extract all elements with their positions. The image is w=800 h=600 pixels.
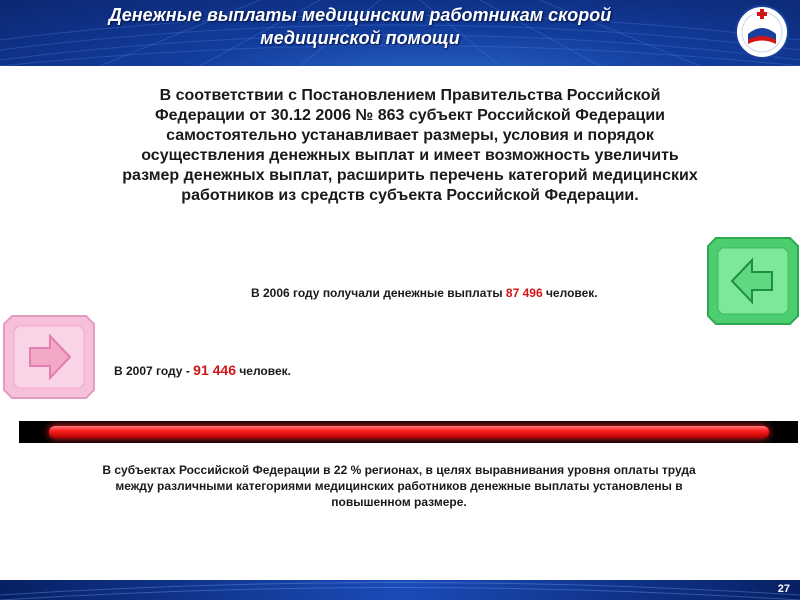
previous-slide-button[interactable] [706, 236, 800, 326]
stat-2007-value: 91 446 [193, 362, 236, 378]
slide-footer [0, 580, 800, 600]
ministry-logo-icon [734, 4, 790, 60]
stat-2006-value: 87 496 [505, 286, 543, 300]
page-number: 27 [777, 583, 790, 595]
title-line-1: Денежные выплаты медицинским работникам скорой [108, 5, 612, 25]
bottom-paragraph: В субъектах Российской Федерации в 22 % регионах, в целях выравнивания уровня оплаты труда между различными категориями медицинских работников денежные выплаты установлены в повышенном размере. [102, 463, 696, 509]
stat-2006 [251, 286, 598, 300]
next-slide-button[interactable] [2, 314, 96, 400]
divider-bar [19, 421, 798, 443]
divider-glow [49, 426, 769, 438]
stat-2006-prefix: В 2006 году получали денежные выплаты [251, 286, 503, 300]
stat-2007 [114, 362, 291, 378]
main-paragraph: В соответствии с Постановлением Правительства Российской Федерации от 30.12 2006 № 863 субъект Российской Федерации самостоятельно устанавливает размеры, условия и порядок осуществления денежных выплат и имеет возможность увеличить размер денежных выплат, расширить перечень категорий медицинских работников из средств субъекта Российской Федерации. [122, 87, 698, 204]
title-line-2: медицинской помощи [260, 28, 460, 48]
stat-2007-suffix: человек. [239, 364, 291, 378]
page-title [0, 4, 720, 50]
stat-2006-suffix: человек. [545, 286, 598, 300]
stat-2007-prefix: В 2007 году - [114, 364, 190, 378]
slide-header [0, 0, 800, 66]
footer-pattern [0, 580, 800, 600]
